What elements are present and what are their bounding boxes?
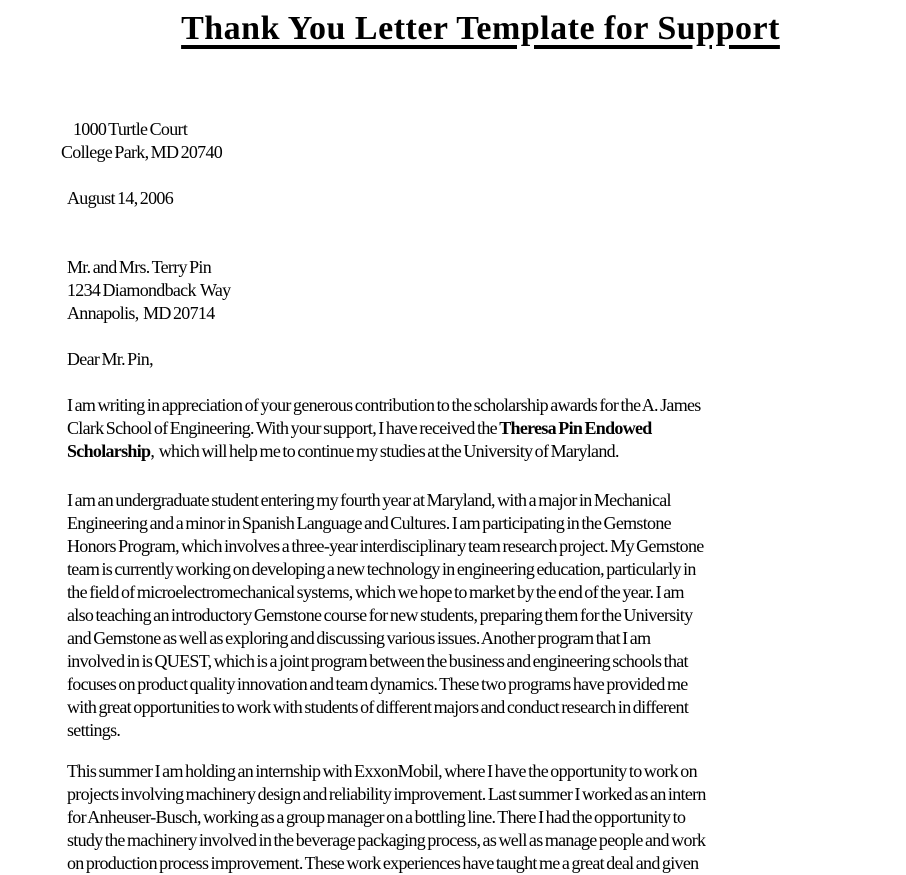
salutation: Dear Mr. Pin, [67, 349, 153, 369]
text-segment: , which will help me to continue my studies at the University of Maryland. [150, 441, 619, 461]
text-segment: projects involving machinery design and reliability improvement. Last summer I worked as an intern [67, 784, 706, 804]
bold-text-segment: Theresa Pin Endowed [499, 418, 652, 438]
text-segment: focuses on product quality innovation and team dynamics. These two programs have provided me [67, 674, 688, 694]
text-segment: the field of microelectromechanical systems, which we hope to market by the end of the year. I am [67, 582, 684, 602]
text-segment: also teaching an introductory Gemstone course for new students, preparing them for the University [67, 605, 693, 625]
paragraph-internships [67, 760, 906, 875]
letter-date: August 14, 2006 [67, 188, 174, 208]
paragraph-line [67, 489, 906, 512]
text-segment: with great opportunities to work with students of different majors and conduct research in different [67, 697, 689, 717]
recipient-address [67, 256, 906, 325]
paragraph-line [67, 394, 906, 417]
letter-body [67, 394, 906, 875]
bold-text-segment: Scholarship [67, 441, 151, 461]
text-segment: Clark School of Engineering. With your support, I have received the [67, 418, 500, 438]
paragraph-line [67, 829, 906, 852]
text-segment: Honors Program, which involves a three-year interdisciplinary team research project. My Gemstone [67, 536, 704, 556]
text-segment: I am an undergraduate student entering my fourth year at Maryland, with a major in Mechanical [67, 490, 671, 510]
text-segment: on production process improvement. These work experiences have taught me a great deal and given [67, 853, 699, 873]
paragraph-line [67, 604, 906, 627]
paragraph-line [67, 440, 906, 463]
paragraph-line [67, 627, 906, 650]
paragraph-line [67, 581, 906, 604]
paragraph-line [67, 673, 906, 696]
paragraph-line [67, 558, 906, 581]
sender-address-line-1: 1000 Turtle Court [73, 119, 188, 139]
paragraph-studies [67, 489, 906, 742]
paragraph-line [67, 852, 906, 875]
text-segment: settings. [67, 720, 121, 740]
text-segment: This summer I am holding an internship with ExxonMobil, where I have the opportunity to work on [67, 761, 697, 781]
paragraph-line [67, 783, 906, 806]
paragraph-line [67, 535, 906, 558]
text-segment: and Gemstone as well as exploring and discussing various issues. Another program that I am [67, 628, 651, 648]
text-segment: Engineering and a minor in Spanish Language and Cultures. I am participating in the Gemstone [67, 513, 671, 533]
paragraph-line [67, 696, 906, 719]
paragraph-line [67, 760, 906, 783]
text-segment: team is currently working on developing a new technology in engineering education, particularly in [67, 559, 696, 579]
sender-address-line-2: College Park, MD 20740 [61, 142, 223, 162]
paragraph-line [67, 650, 906, 673]
paragraph-line [67, 806, 906, 829]
recipient-address-line-1: Mr. and Mrs. Terry Pin [67, 257, 212, 277]
paragraph-line [67, 417, 906, 440]
recipient-address-line-2: 1234 Diamondback Way [67, 280, 231, 300]
sender-address [61, 118, 906, 164]
paragraph-line [67, 719, 906, 742]
recipient-address-line-3: Annapolis, MD 20714 [67, 303, 215, 323]
paragraph-line [67, 512, 906, 535]
text-segment: for Anheuser-Busch, working as a group manager on a bottling line. There I had the opportunity to [67, 807, 686, 827]
text-segment: I am writing in appreciation of your generous contribution to the scholarship awards for the A. James [67, 395, 701, 415]
paragraph-appreciation [67, 394, 906, 463]
text-segment: involved in is QUEST, which is a joint program between the business and engineering schools that [67, 651, 688, 671]
page-title: Thank You Letter Template for Support [181, 10, 780, 47]
text-segment: study the machinery involved in the beverage packaging process, as well as manage people and work [67, 830, 706, 850]
